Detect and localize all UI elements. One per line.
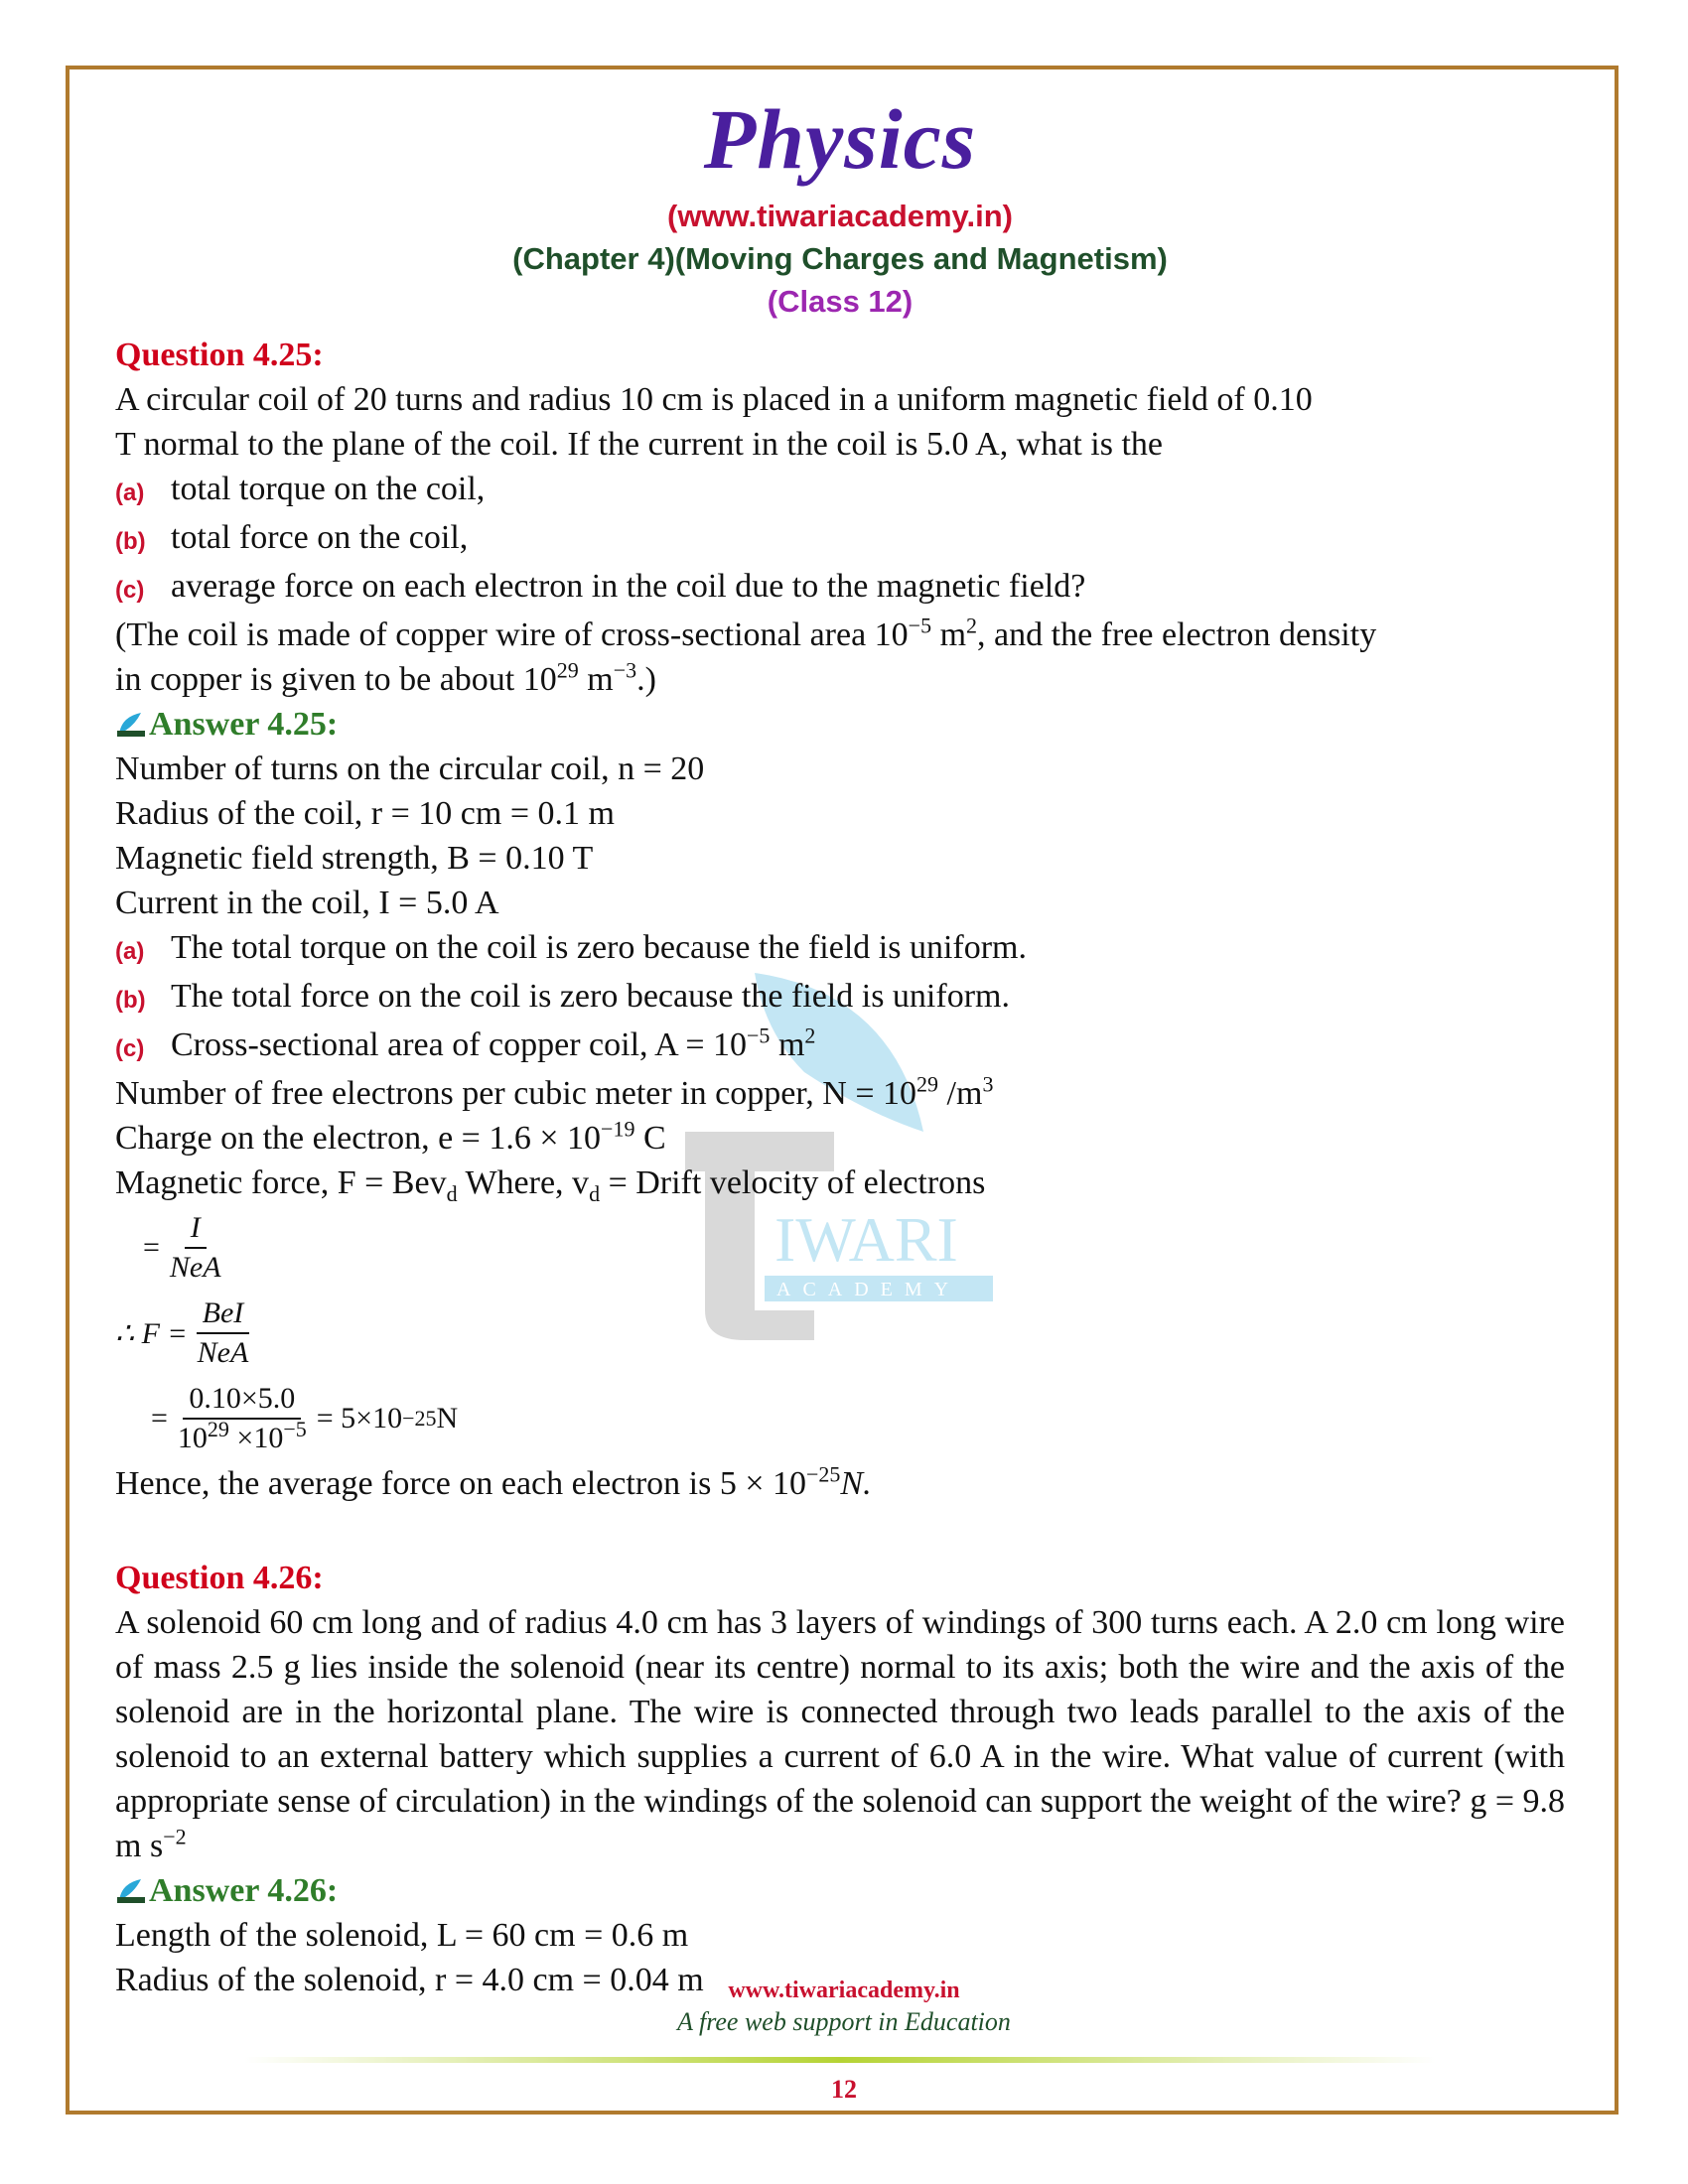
item-text: The total torque on the coil is zero because the field is uniform. [171, 929, 1028, 966]
a25-item-c [115, 1023, 1565, 1071]
item-label: (c) [115, 1035, 145, 1062]
a25-electron-density: Number of free electrons per cubic meter in copper, $N = 10^{29}$ $/m^3$ [115, 1071, 994, 1112]
page-number: 12 [831, 2075, 857, 2104]
q25-line2: T normal to the plane of the coil. If the current in the coil is 5.0 A, what is the [115, 426, 1163, 463]
watermark-sub: ACADEMY [776, 1279, 961, 1300]
a25-item-b [115, 974, 1565, 1023]
header-site[interactable]: (www.tiwariacademy.in) [667, 199, 1013, 233]
tiwari-logo-icon [115, 1877, 147, 1905]
a25-item-a [115, 925, 1565, 974]
question-4-25-heading: Question 4.25: [115, 337, 324, 373]
a25-conclusion: Hence, the average force on each electron is $5 \times 10^{-25}N$. [115, 1461, 872, 1502]
watermark-brand: IWARI [774, 1204, 958, 1275]
item-label: (c) [115, 577, 145, 604]
q25-item-a [115, 467, 1565, 515]
q25-note-line1: (The coil is made of copper wire of cross-sectional area $10^{-5}$ $m^2$, and the free electron density [115, 613, 1377, 653]
tiwari-logo-icon [115, 711, 147, 739]
q25-item-c [115, 564, 1565, 613]
item-label: (b) [115, 987, 146, 1014]
equation-drift-velocity: = $\frac{I}{\text{NeA}}$ [143, 1211, 221, 1284]
footer-tagline: A free web support in Education [677, 2007, 1011, 2036]
page-content [115, 89, 1565, 2002]
item-label: (a) [115, 938, 145, 965]
footer-divider [244, 2057, 1436, 2063]
item-text: The total force on the coil is zero because the field is uniform. [171, 978, 1010, 1015]
q25-line1: A circular coil of 20 turns and radius 10 cm is placed in a uniform magnetic field of 0.10 [115, 381, 1313, 418]
item-label: (a) [115, 479, 145, 506]
answer-heading-text: Answer 4.25: [149, 706, 339, 743]
item-text: Cross-sectional area of copper coil, $A = 10^{-5}$ $m^2$ [171, 1023, 816, 1063]
a25-line: Current in the coil, I = 5.0 A [115, 885, 499, 921]
a26-line: Radius of the solenoid, r = 4.0 cm = 0.04 m [115, 1962, 704, 1998]
a25-electron-charge: Charge on the electron, $e = 1.6 \times 10^{-19}$ C [115, 1116, 666, 1157]
answer-4-26-heading [115, 1868, 1565, 1913]
a26-line: Length of the solenoid, L = 60 cm = 0.6 m [115, 1917, 689, 1954]
q25-note-line2: in copper is given to be about $10^{29}$ $m^{-3}$.) [115, 657, 656, 698]
a25-line: Number of turns on the circular coil, n = 20 [115, 751, 705, 787]
equation-result: = $\frac{0.10\times 5.0}{10^{29} \times 10^{-5}}$ = 5×10 −25 N [151, 1382, 459, 1454]
derivation [115, 1205, 1565, 1461]
a25-magnetic-force: Magnetic force, F = Bev$_d$ Where, $v_d$ = Drift velocity of electrons [115, 1164, 986, 1206]
header-chapter: (Chapter 4)(Moving Charges and Magnetism) [512, 241, 1168, 276]
item-text: average force on each electron in the coil due to the magnetic field? [171, 568, 1086, 605]
equation-force: ∴ F = $\frac{\text{BeI}}{\text{NeA}}$ [115, 1297, 249, 1369]
a25-line: Radius of the coil, r = 10 cm = 0.1 m [115, 795, 615, 832]
item-text: total torque on the coil, [171, 471, 486, 507]
answer-4-25-heading [115, 702, 1565, 747]
item-label: (b) [115, 528, 146, 555]
question-4-26-heading: Question 4.26: [115, 1560, 324, 1596]
header-class: (Class 12) [767, 284, 914, 319]
answer-heading-text: Answer 4.26: [149, 1872, 339, 1909]
item-text: total force on the coil, [171, 519, 469, 556]
footer-site-link[interactable]: www.tiwariacademy.in [728, 1978, 960, 2003]
page-title: Physics [703, 91, 977, 187]
a25-line: Magnetic field strength, B = 0.10 T [115, 840, 594, 877]
q25-item-b [115, 515, 1565, 564]
q26-text: A solenoid 60 cm long and of radius 4.0 cm has 3 layers of windings of 300 turns each. A 2.0 cm long wire of mass 2.5 g lies inside the solenoid (near its centre) normal to its axis; both the wire and the axis of the solenoid are in the horizontal plane. The wire is connected through two leads parallel to the axis of the solenoid to an external battery which supplies a current of 6.0 A in the wire. What value of current (with appropriate sense of circulation) in the windings of the solenoid can support the weight of the wire? g = 9.8 m $s^{-2}$ [115, 1604, 1566, 1864]
